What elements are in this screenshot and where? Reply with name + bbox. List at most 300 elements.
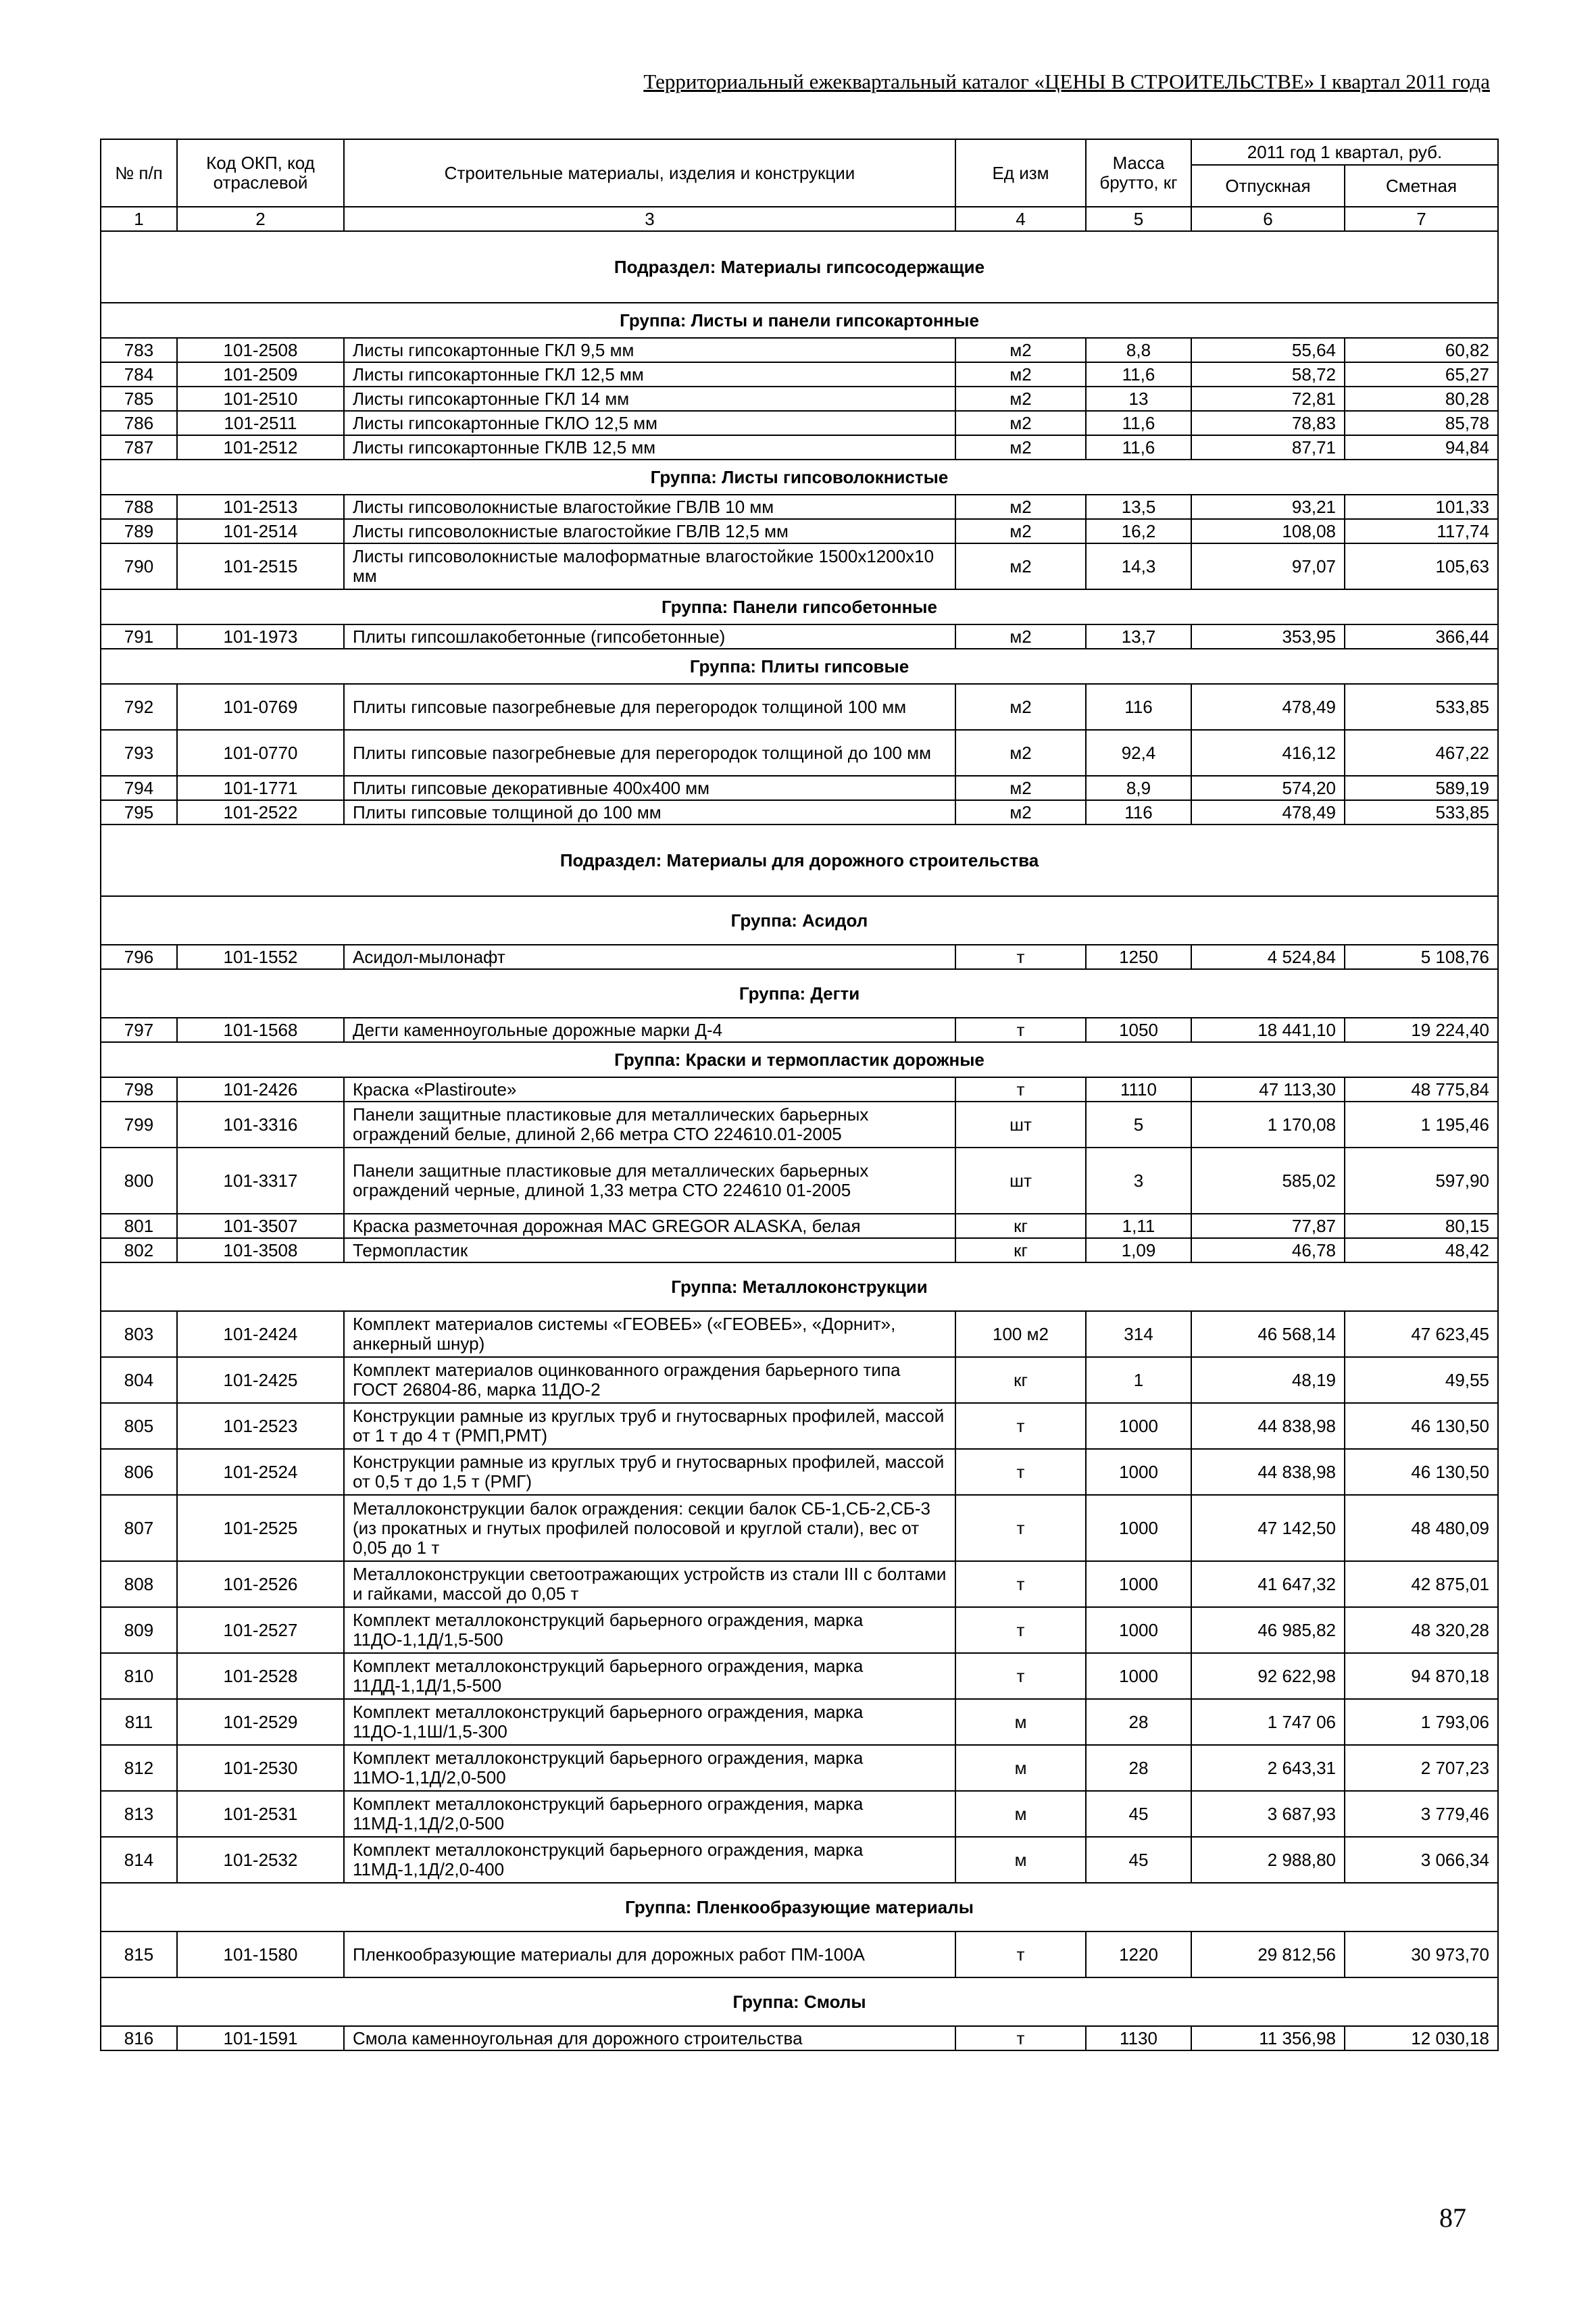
group-heading: Группа: Металлоконструкции (101, 1262, 1498, 1311)
cell-mass: 1,09 (1086, 1238, 1191, 1262)
cell-code: 101-3317 (177, 1148, 344, 1214)
cell-name: Комплект металлоконструкций барьерного ограждения, марка 11ДД-1,1Д/1,5-500 (344, 1653, 955, 1699)
cell-mass: 314 (1086, 1311, 1191, 1357)
cell-price-out: 41 647,32 (1191, 1561, 1345, 1607)
price-catalog-table (100, 139, 1499, 2051)
cell-mass: 1130 (1086, 2026, 1191, 2050)
cell-number: 807 (101, 1495, 177, 1561)
cell-code: 101-2529 (177, 1699, 344, 1745)
cell-number: 789 (101, 519, 177, 543)
cell-number: 806 (101, 1449, 177, 1495)
cell-price-out: 48,19 (1191, 1357, 1345, 1403)
cell-code: 101-2509 (177, 362, 344, 387)
cell-code: 101-2527 (177, 1607, 344, 1653)
cell-unit: м2 (955, 362, 1086, 387)
cell-mass: 28 (1086, 1699, 1191, 1745)
cell-mass: 14,3 (1086, 543, 1191, 589)
cell-price-est: 597,90 (1345, 1148, 1498, 1214)
cell-code: 101-1568 (177, 1018, 344, 1042)
col-header-num: № п/п (101, 139, 177, 207)
cell-price-est: 48 775,84 (1345, 1077, 1498, 1102)
table-row (101, 1018, 1498, 1042)
cell-code: 101-2512 (177, 435, 344, 460)
cell-price-out: 353,95 (1191, 624, 1345, 649)
cell-mass: 1000 (1086, 1561, 1191, 1607)
cell-mass: 13,5 (1086, 495, 1191, 519)
cell-unit: кг (955, 1238, 1086, 1262)
cell-mass: 1000 (1086, 1495, 1191, 1561)
cell-price-out: 585,02 (1191, 1148, 1345, 1214)
cell-mass: 3 (1086, 1148, 1191, 1214)
cell-code: 101-2531 (177, 1791, 344, 1837)
group-heading: Группа: Листы гипсоволокнистые (101, 460, 1498, 495)
cell-price-out: 47 142,50 (1191, 1495, 1345, 1561)
cell-name: Листы гипсокартонные ГКЛО 12,5 мм (344, 411, 955, 435)
cell-number: 815 (101, 1931, 177, 1977)
table-row (101, 338, 1498, 362)
cell-unit: м2 (955, 776, 1086, 800)
cell-mass: 11,6 (1086, 362, 1191, 387)
cell-price-est: 117,74 (1345, 519, 1498, 543)
cell-code: 101-3316 (177, 1102, 344, 1148)
cell-number: 797 (101, 1018, 177, 1042)
group-row (101, 1262, 1498, 1311)
cell-unit: м2 (955, 435, 1086, 460)
cell-number: 814 (101, 1837, 177, 1883)
col-header-code: Код ОКП, код отраслевой (177, 139, 344, 207)
cell-name: Листы гипсокартонные ГКЛ 9,5 мм (344, 338, 955, 362)
cell-number: 810 (101, 1653, 177, 1699)
group-heading: Группа: Асидол (101, 896, 1498, 945)
cell-number: 785 (101, 387, 177, 411)
cell-price-out: 55,64 (1191, 338, 1345, 362)
cell-price-est: 467,22 (1345, 730, 1498, 776)
cell-unit: шт (955, 1102, 1086, 1148)
cell-code: 101-2525 (177, 1495, 344, 1561)
cell-name: Плиты гипсовые пазогребневые для перегородок толщиной до 100 мм (344, 730, 955, 776)
cell-price-est: 94 870,18 (1345, 1653, 1498, 1699)
cell-mass: 11,6 (1086, 411, 1191, 435)
cell-price-out: 11 356,98 (1191, 2026, 1345, 2050)
cell-unit: м2 (955, 519, 1086, 543)
table-row (101, 495, 1498, 519)
cell-name: Комплект материалов системы «ГЕОВЕБ» («ГЕОВЕБ», «Дорнит», анкерный шнур) (344, 1311, 955, 1357)
cell-number: 798 (101, 1077, 177, 1102)
col-index-5: 5 (1086, 207, 1191, 231)
cell-code: 101-1580 (177, 1931, 344, 1977)
page-number: 87 (1439, 2202, 1466, 2233)
cell-name: Конструкции рамные из круглых труб и гнутосварных профилей, массой от 0,5 т до 1,5 т (РМГ) (344, 1449, 955, 1495)
cell-unit: м2 (955, 624, 1086, 649)
cell-number: 790 (101, 543, 177, 589)
cell-unit: кг (955, 1214, 1086, 1238)
group-heading: Группа: Дегти (101, 969, 1498, 1018)
col-header-unit: Ед изм (955, 139, 1086, 207)
cell-mass: 1220 (1086, 1931, 1191, 1977)
table-row (101, 1077, 1498, 1102)
cell-price-est: 105,63 (1345, 543, 1498, 589)
cell-price-est: 533,85 (1345, 684, 1498, 730)
cell-name: Краска «Plastiroute» (344, 1077, 955, 1102)
cell-mass: 1000 (1086, 1653, 1191, 1699)
cell-number: 791 (101, 624, 177, 649)
cell-price-est: 12 030,18 (1345, 2026, 1498, 2050)
col-header-period: 2011 год 1 квартал, руб. (1191, 139, 1498, 165)
cell-price-out: 2 988,80 (1191, 1837, 1345, 1883)
cell-name: Конструкции рамные из круглых труб и гнутосварных профилей, массой от 1 т до 4 т (РМП,РМТ) (344, 1403, 955, 1449)
col-index-4: 4 (955, 207, 1086, 231)
table-row (101, 1148, 1498, 1214)
cell-price-est: 101,33 (1345, 495, 1498, 519)
col-index-7: 7 (1345, 207, 1498, 231)
cell-code: 101-2426 (177, 1077, 344, 1102)
cell-mass: 1000 (1086, 1449, 1191, 1495)
cell-price-est: 3 066,34 (1345, 1837, 1498, 1883)
cell-name: Листы гипсоволокнистые влагостойкие ГВЛВ 12,5 мм (344, 519, 955, 543)
table-row (101, 1238, 1498, 1262)
cell-price-out: 44 838,98 (1191, 1449, 1345, 1495)
cell-price-out: 3 687,93 (1191, 1791, 1345, 1837)
cell-code: 101-0769 (177, 684, 344, 730)
cell-name: Термопластик (344, 1238, 955, 1262)
group-heading: Группа: Смолы (101, 1977, 1498, 2026)
cell-name: Плиты гипсовые толщиной до 100 мм (344, 800, 955, 824)
cell-mass: 13,7 (1086, 624, 1191, 649)
cell-price-est: 30 973,70 (1345, 1931, 1498, 1977)
cell-unit: т (955, 1561, 1086, 1607)
cell-price-out: 478,49 (1191, 684, 1345, 730)
group-row (101, 649, 1498, 684)
cell-price-out: 416,12 (1191, 730, 1345, 776)
cell-price-out: 93,21 (1191, 495, 1345, 519)
cell-price-est: 46 130,50 (1345, 1403, 1498, 1449)
cell-name: Дегти каменноугольные дорожные марки Д-4 (344, 1018, 955, 1042)
cell-code: 101-3508 (177, 1238, 344, 1262)
cell-name: Металлоконструкции светоотражающих устройств из стали III с болтами и гайками, массой до 0,05 т (344, 1561, 955, 1607)
cell-unit: кг (955, 1357, 1086, 1403)
table-row (101, 1311, 1498, 1357)
cell-price-est: 85,78 (1345, 411, 1498, 435)
cell-unit: м (955, 1837, 1086, 1883)
cell-mass: 8,9 (1086, 776, 1191, 800)
cell-number: 787 (101, 435, 177, 460)
cell-number: 803 (101, 1311, 177, 1357)
cell-name: Краска разметочная дорожная MAC GREGOR ALASKA, белая (344, 1214, 955, 1238)
table-row (101, 2026, 1498, 2050)
cell-mass: 1000 (1086, 1403, 1191, 1449)
cell-unit: т (955, 945, 1086, 969)
cell-name: Панели защитные пластиковые для металлических барьерных ограждений черные, длиной 1,33 метра СТО 224610 01-2005 (344, 1148, 955, 1214)
cell-number: 801 (101, 1214, 177, 1238)
cell-price-out: 78,83 (1191, 411, 1345, 435)
cell-price-out: 1 747 06 (1191, 1699, 1345, 1745)
cell-price-est: 19 224,40 (1345, 1018, 1498, 1042)
table-row (101, 387, 1498, 411)
cell-number: 813 (101, 1791, 177, 1837)
cell-unit: т (955, 1495, 1086, 1561)
cell-number: 816 (101, 2026, 177, 2050)
col-index-1: 1 (101, 207, 177, 231)
cell-name: Металлоконструкции балок ограждения: секции балок СБ-1,СБ-2,СБ-3 (из прокатных и гнутых профилей полосовой и круглой стали), вес от 0,05 до 1 т (344, 1495, 955, 1561)
table-row (101, 1495, 1498, 1561)
cell-price-est: 49,55 (1345, 1357, 1498, 1403)
cell-code: 101-2523 (177, 1403, 344, 1449)
cell-number: 794 (101, 776, 177, 800)
cell-price-out: 4 524,84 (1191, 945, 1345, 969)
col-header-price-out: Отпускная (1191, 165, 1345, 207)
table-row (101, 1214, 1498, 1238)
group-row (101, 303, 1498, 338)
cell-mass: 45 (1086, 1837, 1191, 1883)
cell-code: 101-2508 (177, 338, 344, 362)
cell-unit: т (955, 1607, 1086, 1653)
cell-unit: т (955, 1018, 1086, 1042)
group-heading: Группа: Пленкообразующие материалы (101, 1883, 1498, 1931)
cell-unit: м2 (955, 495, 1086, 519)
cell-mass: 16,2 (1086, 519, 1191, 543)
cell-mass: 1,11 (1086, 1214, 1191, 1238)
cell-mass: 1 (1086, 1357, 1191, 1403)
cell-price-out: 1 170,08 (1191, 1102, 1345, 1148)
group-row (101, 969, 1498, 1018)
group-row (101, 1042, 1498, 1077)
cell-code: 101-2424 (177, 1311, 344, 1357)
table-header (101, 139, 1498, 231)
cell-unit: м2 (955, 338, 1086, 362)
cell-price-est: 60,82 (1345, 338, 1498, 362)
cell-price-est: 80,28 (1345, 387, 1498, 411)
cell-name: Листы гипсокартонные ГКЛВ 12,5 мм (344, 435, 955, 460)
cell-number: 792 (101, 684, 177, 730)
cell-unit: м2 (955, 730, 1086, 776)
cell-price-out: 72,81 (1191, 387, 1345, 411)
cell-number: 800 (101, 1148, 177, 1214)
cell-price-out: 18 441,10 (1191, 1018, 1345, 1042)
group-row (101, 460, 1498, 495)
cell-name: Листы гипсокартонные ГКЛ 12,5 мм (344, 362, 955, 387)
cell-mass: 92,4 (1086, 730, 1191, 776)
cell-price-est: 589,19 (1345, 776, 1498, 800)
cell-price-est: 48,42 (1345, 1238, 1498, 1262)
cell-mass: 116 (1086, 684, 1191, 730)
cell-code: 101-1973 (177, 624, 344, 649)
cell-price-est: 94,84 (1345, 435, 1498, 460)
cell-price-est: 65,27 (1345, 362, 1498, 387)
cell-price-est: 46 130,50 (1345, 1449, 1498, 1495)
cell-name: Листы гипсоволокнистые влагостойкие ГВЛВ 10 мм (344, 495, 955, 519)
cell-unit: 100 м2 (955, 1311, 1086, 1357)
cell-number: 795 (101, 800, 177, 824)
cell-number: 804 (101, 1357, 177, 1403)
table-row (101, 684, 1498, 730)
table-row (101, 435, 1498, 460)
cell-code: 101-2510 (177, 387, 344, 411)
cell-unit: т (955, 2026, 1086, 2050)
cell-price-out: 44 838,98 (1191, 1403, 1345, 1449)
section-row (101, 824, 1498, 896)
cell-price-est: 1 195,46 (1345, 1102, 1498, 1148)
table-row (101, 543, 1498, 589)
cell-unit: м (955, 1791, 1086, 1837)
cell-price-est: 533,85 (1345, 800, 1498, 824)
cell-code: 101-2532 (177, 1837, 344, 1883)
cell-unit: шт (955, 1148, 1086, 1214)
table-row (101, 730, 1498, 776)
section-heading: Подраздел: Материалы гипсосодержащие (101, 231, 1498, 303)
cell-mass: 28 (1086, 1745, 1191, 1791)
cell-number: 784 (101, 362, 177, 387)
table-row (101, 1837, 1498, 1883)
cell-unit: м2 (955, 684, 1086, 730)
col-index-3: 3 (344, 207, 955, 231)
cell-mass: 5 (1086, 1102, 1191, 1148)
cell-price-out: 87,71 (1191, 435, 1345, 460)
cell-number: 809 (101, 1607, 177, 1653)
table-row (101, 1931, 1498, 1977)
cell-name: Смола каменноугольная для дорожного строительства (344, 2026, 955, 2050)
cell-unit: т (955, 1653, 1086, 1699)
cell-name: Комплект металлоконструкций барьерного ограждения, марка 11ДО-1,1Ш/1,5-300 (344, 1699, 955, 1745)
cell-price-out: 47 113,30 (1191, 1077, 1345, 1102)
cell-number: 812 (101, 1745, 177, 1791)
table-body (101, 231, 1498, 2050)
cell-price-est: 366,44 (1345, 624, 1498, 649)
cell-number: 799 (101, 1102, 177, 1148)
cell-name: Плиты гипсовые декоративные 400х400 мм (344, 776, 955, 800)
table-row (101, 1699, 1498, 1745)
table-row (101, 1745, 1498, 1791)
cell-price-out: 29 812,56 (1191, 1931, 1345, 1977)
cell-code: 101-0770 (177, 730, 344, 776)
cell-code: 101-2528 (177, 1653, 344, 1699)
cell-name: Комплект металлоконструкций барьерного ограждения, марка 11МО-1,1Д/2,0-500 (344, 1745, 955, 1791)
cell-code: 101-2513 (177, 495, 344, 519)
cell-price-out: 58,72 (1191, 362, 1345, 387)
cell-mass: 1000 (1086, 1607, 1191, 1653)
cell-unit: т (955, 1077, 1086, 1102)
cell-mass: 1050 (1086, 1018, 1191, 1042)
cell-number: 796 (101, 945, 177, 969)
section-heading: Подраздел: Материалы для дорожного строительства (101, 824, 1498, 896)
table-row (101, 362, 1498, 387)
table-row (101, 1449, 1498, 1495)
col-header-mass: Масса брутто, кг (1086, 139, 1191, 207)
cell-unit: м2 (955, 411, 1086, 435)
cell-name: Комплект материалов оцинкованного ограждения барьерного типа ГОСТ 26804-86, марка 11ДО-2 (344, 1357, 955, 1403)
table-row (101, 1561, 1498, 1607)
cell-code: 101-1591 (177, 2026, 344, 2050)
cell-price-est: 1 793,06 (1345, 1699, 1498, 1745)
cell-number: 811 (101, 1699, 177, 1745)
table-row (101, 1607, 1498, 1653)
table-row (101, 1653, 1498, 1699)
cell-number: 805 (101, 1403, 177, 1449)
cell-number: 788 (101, 495, 177, 519)
group-heading: Группа: Краски и термопластик дорожные (101, 1042, 1498, 1077)
cell-mass: 45 (1086, 1791, 1191, 1837)
col-header-name: Строительные материалы, изделия и конструкции (344, 139, 955, 207)
cell-mass: 1250 (1086, 945, 1191, 969)
cell-price-out: 46 568,14 (1191, 1311, 1345, 1357)
cell-number: 802 (101, 1238, 177, 1262)
table-row (101, 945, 1498, 969)
cell-mass: 11,6 (1086, 435, 1191, 460)
cell-name: Листы гипсокартонные ГКЛ 14 мм (344, 387, 955, 411)
cell-code: 101-2530 (177, 1745, 344, 1791)
col-index-6: 6 (1191, 207, 1345, 231)
cell-name: Комплект металлоконструкций барьерного ограждения, марка 11ДО-1,1Д/1,5-500 (344, 1607, 955, 1653)
group-row (101, 896, 1498, 945)
cell-price-est: 47 623,45 (1345, 1311, 1498, 1357)
section-row (101, 231, 1498, 303)
cell-price-out: 478,49 (1191, 800, 1345, 824)
cell-code: 101-2526 (177, 1561, 344, 1607)
cell-price-out: 108,08 (1191, 519, 1345, 543)
col-index-2: 2 (177, 207, 344, 231)
cell-price-est: 48 320,28 (1345, 1607, 1498, 1653)
cell-price-out: 574,20 (1191, 776, 1345, 800)
cell-price-est: 48 480,09 (1345, 1495, 1498, 1561)
group-heading: Группа: Листы и панели гипсокартонные (101, 303, 1498, 338)
cell-price-est: 2 707,23 (1345, 1745, 1498, 1791)
cell-name: Комплект металлоконструкций барьерного ограждения, марка 11МД-1,1Д/2,0-500 (344, 1791, 955, 1837)
cell-code: 101-1771 (177, 776, 344, 800)
cell-mass: 13 (1086, 387, 1191, 411)
cell-number: 793 (101, 730, 177, 776)
cell-price-est: 5 108,76 (1345, 945, 1498, 969)
cell-unit: м2 (955, 387, 1086, 411)
cell-name: Листы гипсоволокнистые малоформатные влагостойкие 1500х1200х10 мм (344, 543, 955, 589)
cell-name: Плиты гипсошлакобетонные (гипсобетонные) (344, 624, 955, 649)
table-row (101, 1357, 1498, 1403)
cell-code: 101-1552 (177, 945, 344, 969)
cell-unit: т (955, 1449, 1086, 1495)
cell-code: 101-2524 (177, 1449, 344, 1495)
table-row (101, 1791, 1498, 1837)
cell-code: 101-2425 (177, 1357, 344, 1403)
cell-name: Плиты гипсовые пазогребневые для перегородок толщиной 100 мм (344, 684, 955, 730)
cell-unit: м (955, 1699, 1086, 1745)
cell-name: Панели защитные пластиковые для металлических барьерных ограждений белые, длиной 2,66 метра СТО 224610.01-2005 (344, 1102, 955, 1148)
cell-unit: м2 (955, 543, 1086, 589)
cell-price-est: 80,15 (1345, 1214, 1498, 1238)
group-heading: Группа: Панели гипсобетонные (101, 589, 1498, 624)
cell-unit: м (955, 1745, 1086, 1791)
cell-name: Асидол-мылонафт (344, 945, 955, 969)
table-row (101, 1403, 1498, 1449)
cell-price-out: 46,78 (1191, 1238, 1345, 1262)
cell-number: 783 (101, 338, 177, 362)
table-row (101, 800, 1498, 824)
cell-code: 101-2514 (177, 519, 344, 543)
cell-price-out: 92 622,98 (1191, 1653, 1345, 1699)
cell-unit: м2 (955, 800, 1086, 824)
cell-mass: 1110 (1086, 1077, 1191, 1102)
cell-mass: 8,8 (1086, 338, 1191, 362)
table-row (101, 411, 1498, 435)
table-row (101, 1102, 1498, 1148)
page-header: Территориальный ежеквартальный каталог «ЦЕНЫ В СТРОИТЕЛЬСТВЕ» I квартал 2011 года (643, 70, 1490, 93)
cell-code: 101-3507 (177, 1214, 344, 1238)
cell-price-est: 42 875,01 (1345, 1561, 1498, 1607)
cell-price-out: 77,87 (1191, 1214, 1345, 1238)
cell-price-out: 2 643,31 (1191, 1745, 1345, 1791)
cell-number: 808 (101, 1561, 177, 1607)
group-row (101, 1977, 1498, 2026)
cell-price-out: 46 985,82 (1191, 1607, 1345, 1653)
cell-code: 101-2511 (177, 411, 344, 435)
table-row (101, 519, 1498, 543)
